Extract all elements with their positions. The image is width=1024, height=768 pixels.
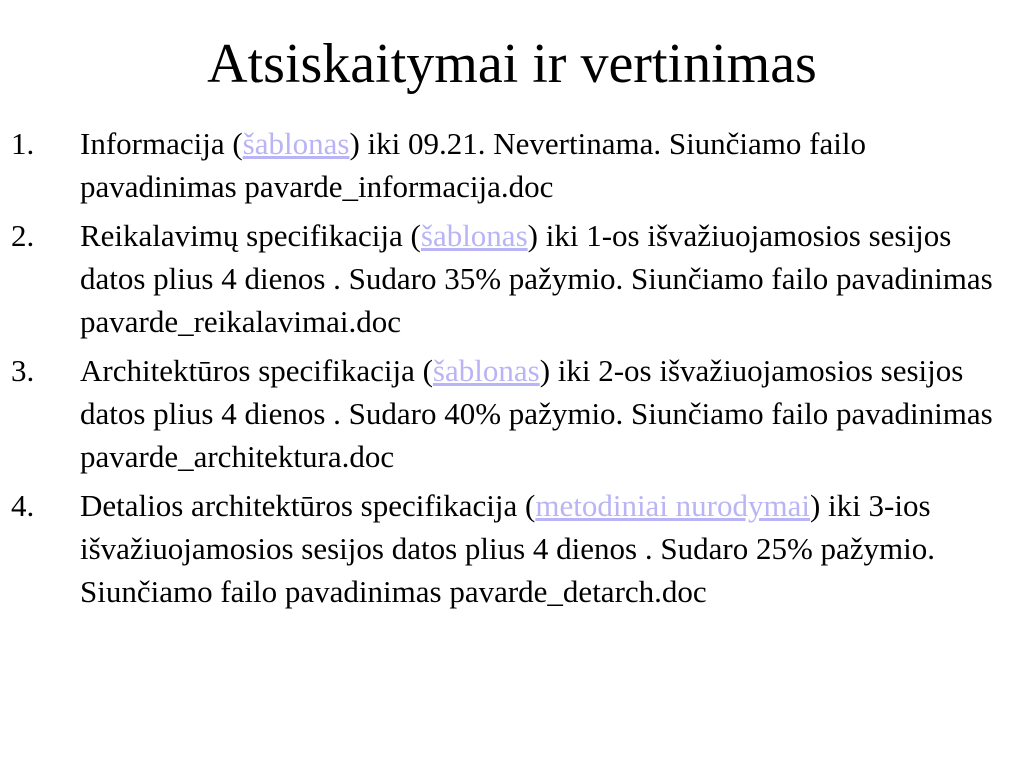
list-item [0, 122, 1024, 208]
guidelines-link[interactable]: metodiniai nurodymai [535, 488, 810, 523]
list-item [0, 349, 1024, 478]
item-text-before: Architektūros specifikacija ( [80, 353, 433, 388]
item-text-after: ) iki 09.21. Nevertinama. Siunčiamo failo pavadinimas pavarde_informacija.doc [80, 126, 866, 204]
slide-title: Atsiskaitymai ir vertinimas [207, 33, 817, 95]
list-item [0, 484, 1024, 613]
list-item [0, 214, 1024, 343]
item-text-after: ) iki 2-os išvažiuojamosios sesijos datos plius 4 dienos . Sudaro 40% pažymio. Siunčiamo failo pavadinimas pavarde_architektura.doc [80, 353, 993, 474]
item-number: 3. [11, 353, 35, 388]
item-text-before: Detalios architektūros specifikacija ( [80, 488, 536, 523]
item-number: 1. [11, 126, 35, 161]
template-link[interactable]: šablonas [242, 126, 350, 161]
item-text-after: ) iki 3-ios išvažiuojamosios sesijos datos plius 4 dienos . Sudaro 25% pažymio. Siunčiamo failo pavadinimas pavarde_detarch.doc [80, 488, 936, 609]
item-number: 4. [11, 488, 35, 523]
template-link[interactable]: šablonas [432, 353, 540, 388]
item-text-after: ) iki 1-os išvažiuojamosios sesijos datos plius 4 dienos . Sudaro 35% pažymio. Siunčiamo failo pavadinimas pavarde_reikalavimai.doc [80, 218, 993, 339]
template-link[interactable]: šablonas [420, 218, 528, 253]
item-text-before: Reikalavimų specifikacija ( [80, 218, 421, 253]
item-text-before: Informacija ( [80, 126, 243, 161]
item-number: 2. [11, 218, 35, 253]
assignment-list [0, 122, 1024, 619]
